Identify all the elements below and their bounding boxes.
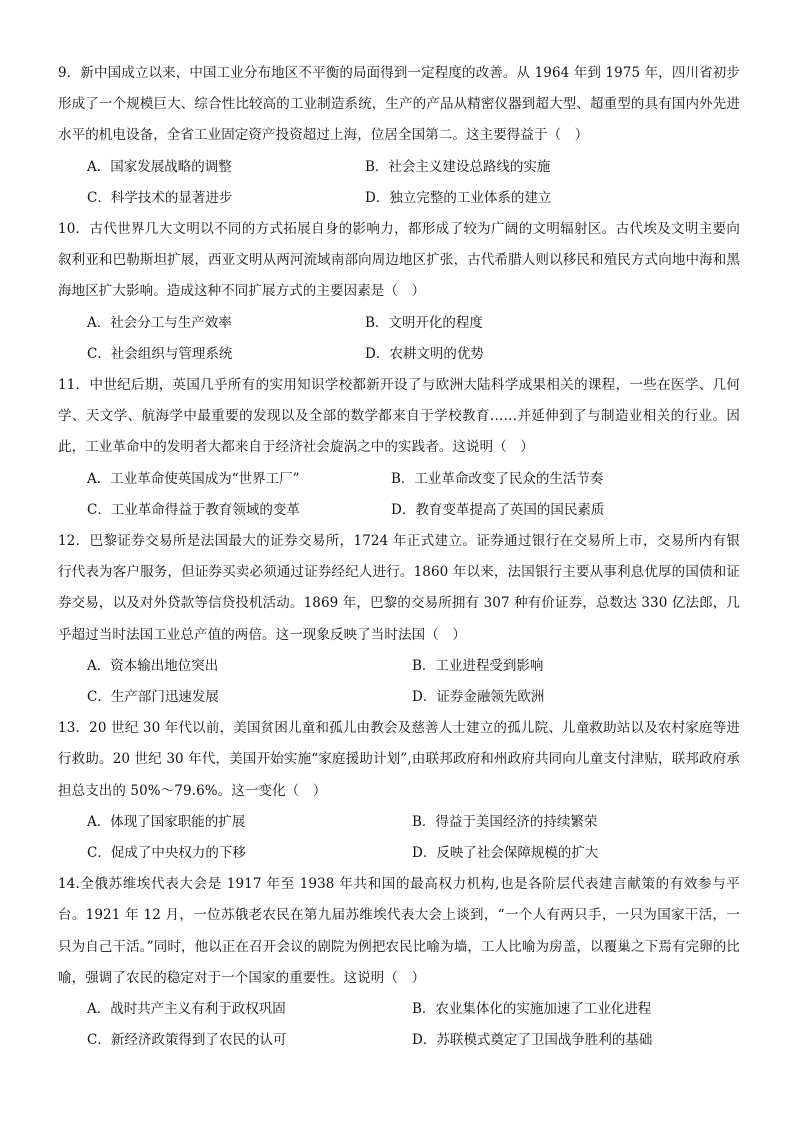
option-d: D．反映了社会保障规模的扩大 <box>412 844 599 861</box>
option-d: D．农耕文明的优势 <box>365 345 484 362</box>
option-c: C．新经济政策得到了农民的认可 <box>87 1032 287 1049</box>
option-a: A．工业革命使英国成为“世界工厂” <box>87 470 300 487</box>
option-row <box>58 339 740 370</box>
question-14 <box>58 869 740 1056</box>
option-b: B．得益于美国经济的持续繁荣 <box>412 813 598 830</box>
option-row <box>58 1025 740 1056</box>
option-c: C．生产部门迅速发展 <box>87 688 219 705</box>
exam-page <box>58 58 740 1056</box>
option-row <box>58 464 740 495</box>
option-a: A．战时共产主义有利于政权巩固 <box>87 1000 286 1017</box>
option-row <box>58 838 740 869</box>
question-9 <box>58 58 740 214</box>
option-a: A．社会分工与生产效率 <box>87 314 232 331</box>
question-13 <box>58 713 740 869</box>
option-b: B．工业革命改变了民众的生活节奏 <box>391 470 604 487</box>
option-row <box>58 651 740 682</box>
option-d: D．苏联模式奠定了卫国战争胜利的基础 <box>412 1032 653 1049</box>
option-a: A．体现了国家职能的扩展 <box>87 813 246 830</box>
option-row <box>58 495 740 526</box>
option-b: B．工业进程受到影响 <box>412 657 544 674</box>
question-stem: 9．新中国成立以来，中国工业分布地区不平衡的局面得到一定程度的改善。从 1964 年到 1975 年，四川省初步形成了一个规模巨大、综合性比较高的工业制造系统，生产的产品从精密仪器到超大型、超重型的具有国内外先进水平的机电设备，全省工业固定资产投资超过上海，位居全国第二。这主要得益于（ ） <box>58 65 740 144</box>
option-c: C．科学技术的显著进步 <box>87 189 233 206</box>
option-b: B．社会主义建设总路线的实施 <box>365 158 551 175</box>
question-10 <box>58 214 740 370</box>
option-d: D．教育变革提高了英国的国民素质 <box>391 501 605 518</box>
option-d: D．证券金融领先欧洲 <box>412 688 545 705</box>
option-c: C．工业革命得益于教育领域的变革 <box>87 501 300 518</box>
question-stem: 10．古代世界几大文明以不同的方式拓展自身的影响力，都形成了较为广阔的文明辐射区。古代埃及文明主要向叙利亚和巴勒斯坦扩展，西亚文明从两河流域南部向周边地区扩张，古代希腊人则以移民和殖民方式向地中海和黑海地区扩大影响。造成这种不同扩展方式的主要因素是（ ） <box>58 220 740 300</box>
question-stem: 14.全俄苏维埃代表大会是 1917 年至 1938 年共和国的最高权力机构,也是各阶层代表建言献策的有效参与平台。1921 年 12 月，一位苏俄老农民在第九届苏维埃代表大会上谈到，“一个人有两只手，一只为国家干活，一只为自己干活。”同时，他以正在召开会议的剧院为例把农民比喻为墙，工人比喻为房盖，以覆巢之下焉有完卵的比喻，强调了农民的稳定对于一个国家的重要性。这说明（ ） <box>58 876 740 986</box>
option-d: D．独立完整的工业体系的建立 <box>365 189 552 206</box>
option-c: C．促成了中央权力的下移 <box>87 844 246 861</box>
option-row <box>58 994 740 1025</box>
option-c: C．社会组织与管理系统 <box>87 345 233 362</box>
question-stem: 12．巴黎证券交易所是法国最大的证券交易所，1724 年正式建立。证券通过银行在交易所上市，交易所内有银行代表为客户服务，但证券买卖必须通过证券经纪人进行。1860 年以来，法国银行主要从事利息优厚的国债和证券交易，以及对外贷款等信贷投机活动。1869 年，巴黎的交易所拥有 307 种有价证券，总数达 330 亿法郎，几乎超过当时法国工业总产值的两倍。这一现象反映了当时法国（ ） <box>58 532 740 643</box>
option-row <box>58 807 740 838</box>
question-11 <box>58 370 740 526</box>
question-stem: 11．中世纪后期，英国几乎所有的实用知识学校都新开设了与欧洲大陆科学成果相关的课程，一些在医学、几何学、天文学、航海学中最重要的发现以及全部的数学都来自于学校教育……并延伸到了与制造业相关的行业。因此，工业革命中的发明者大都来自于经济社会旋涡之中的实践者。这说明（ ） <box>58 376 740 456</box>
option-a: A．资本输出地位突出 <box>87 657 219 674</box>
option-b: B．农业集体化的实施加速了工业化进程 <box>412 1000 652 1017</box>
option-row <box>58 308 740 339</box>
question-stem: 13．20 世纪 30 年代以前，美国贫困儿童和孤儿由教会及慈善人士建立的孤儿院、儿童救助站以及农村家庭等进行救助。20 世纪 30 年代，美国开始实施“家庭援助计划”,由联邦政府和州政府共同向儿童支付津贴，联邦政府承担总支出的 50%～79.6%。这一变化（ ） <box>58 720 740 799</box>
option-row <box>58 682 740 713</box>
option-a: A．国家发展战略的调整 <box>87 158 232 175</box>
option-row <box>58 152 740 183</box>
question-12 <box>58 526 740 713</box>
option-row <box>58 183 740 214</box>
option-b: B．文明开化的程度 <box>365 314 483 331</box>
